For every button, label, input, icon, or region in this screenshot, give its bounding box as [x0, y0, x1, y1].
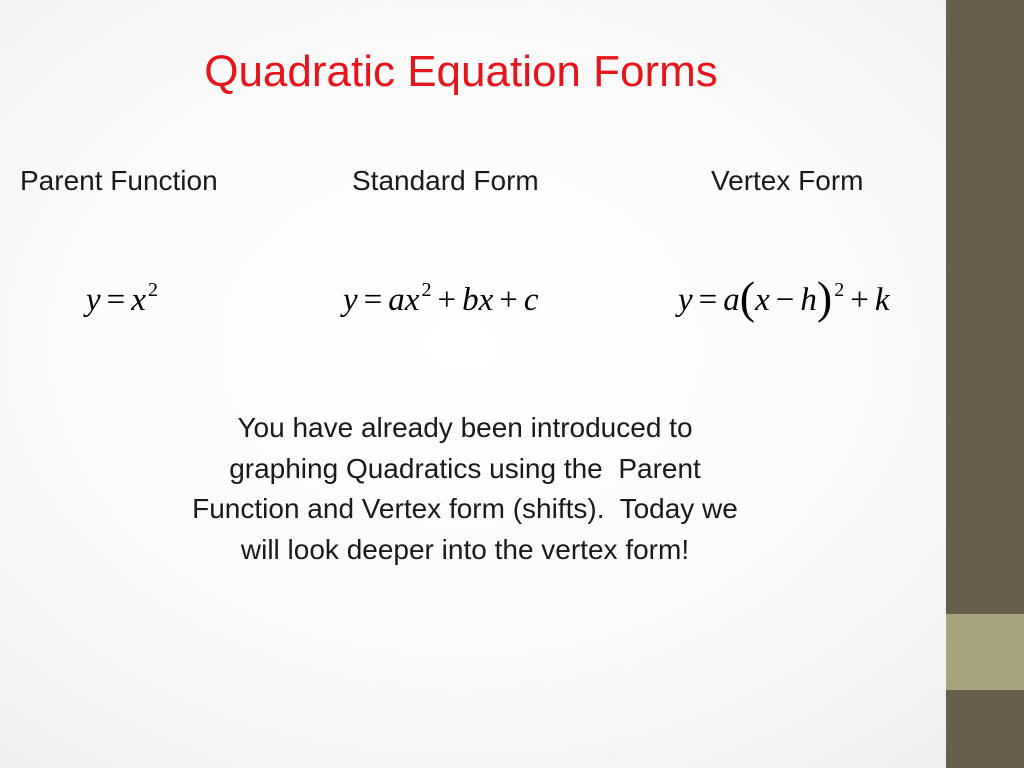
eq-var-h: h — [800, 282, 817, 318]
eq-equals: = — [363, 282, 383, 318]
eq-exponent: 2 — [421, 279, 432, 301]
equation-parent-function — [86, 280, 158, 324]
sidebar-accent-block — [946, 614, 1024, 690]
eq-plus: + — [499, 282, 518, 318]
slide-title: Quadratic Equation Forms — [204, 47, 718, 96]
intro-paragraph — [100, 408, 830, 570]
eq-exponent: 2 — [147, 279, 158, 301]
eq-term-bx: bx — [462, 282, 494, 318]
equation-vertex-form — [678, 272, 890, 324]
eq-var-x: x — [755, 282, 770, 318]
intro-line: You have already been introduced to — [237, 412, 693, 443]
label-standard-form: Standard Form — [352, 165, 539, 196]
intro-line: graphing Quadratics using the Parent — [229, 452, 701, 484]
eq-equals: = — [698, 282, 718, 318]
eq-left-paren: ( — [739, 272, 756, 323]
eq-var-y: y — [86, 282, 101, 318]
eq-term-ax: ax — [388, 282, 420, 318]
eq-plus: + — [437, 282, 457, 318]
equation-standard-form — [343, 280, 539, 324]
eq-exponent: 2 — [834, 279, 845, 301]
label-vertex-form: Vertex Form — [711, 165, 864, 196]
eq-var-a: a — [723, 282, 740, 318]
intro-line: Function and Vertex form (shifts). Today we — [192, 493, 738, 524]
eq-minus: − — [775, 282, 795, 318]
eq-var-y: y — [678, 282, 693, 318]
eq-var-y: y — [343, 282, 358, 318]
label-parent-function: Parent Function — [20, 165, 218, 196]
eq-equals: = — [106, 282, 126, 318]
eq-var-x: x — [131, 282, 146, 318]
eq-plus: + — [850, 282, 869, 318]
eq-right-paren: ) — [816, 272, 833, 323]
eq-term-c: c — [523, 282, 539, 318]
intro-line: will look deeper into the vertex form! — [240, 533, 690, 565]
eq-var-k: k — [874, 282, 890, 318]
